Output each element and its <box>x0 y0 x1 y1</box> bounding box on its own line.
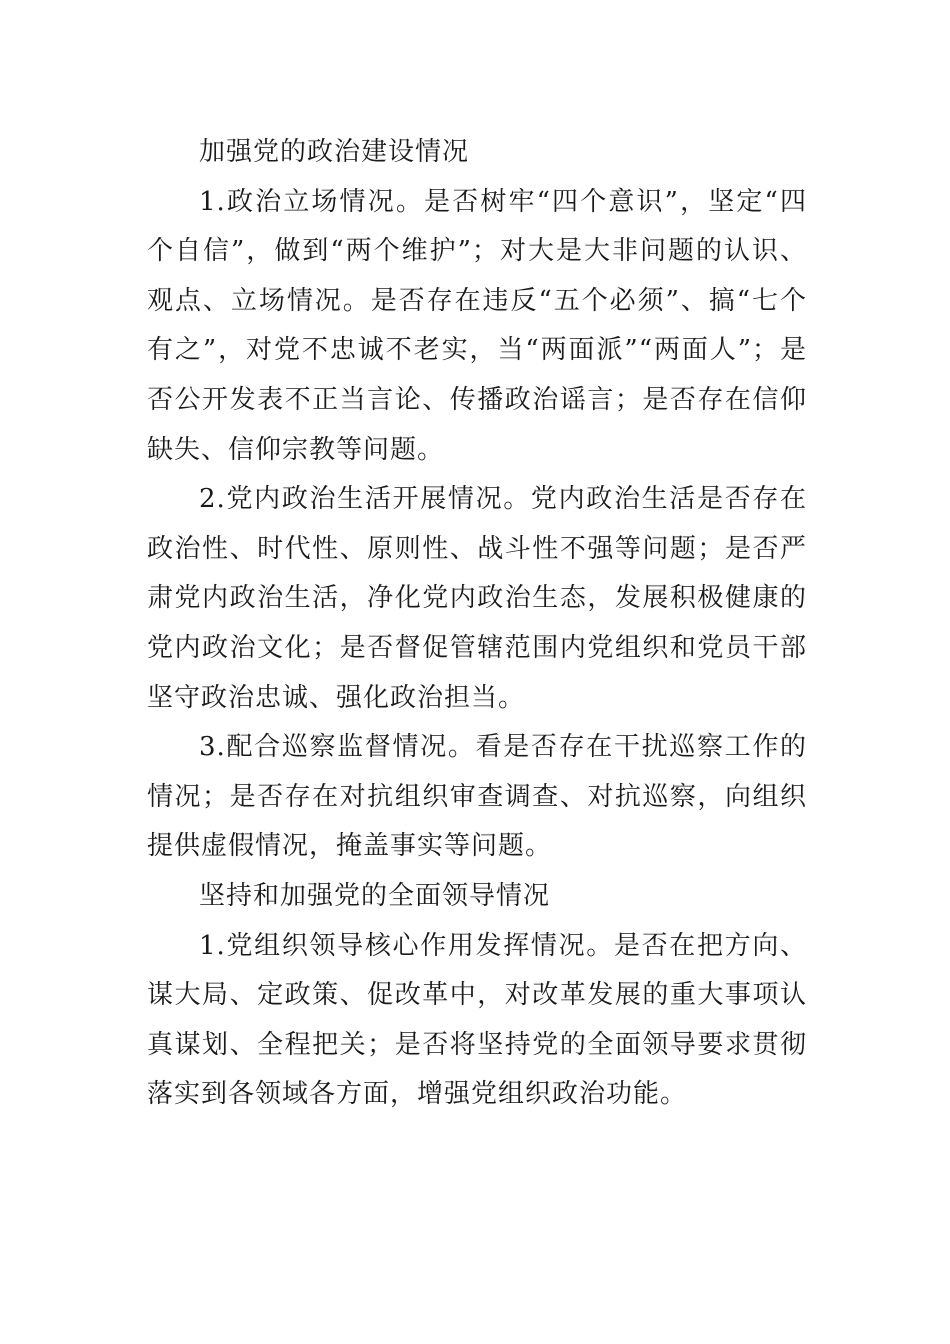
section-heading-political-construction: 加强党的政治建设情况 <box>199 137 470 167</box>
paragraph-inspection-cooperation: 3.配合巡察监督情况。看是否存在干扰巡察工作的情况；是否存在对抗组织审查调查、对抗巡察，向组织提供虚假情况，掩盖事实等问题。 <box>147 732 807 862</box>
paragraph-party-leadership-role: 1.党组织领导核心作用发挥情况。是否在把方向、谋大局、定政策、促改革中，对改革发展的重大事项认真谋划、全程把关；是否将坚持党的全面领导要求贯彻落实到各领域各方面，增强党组织政治功能。 <box>147 930 807 1110</box>
paragraph-political-stance: 1.政治立场情况。是否树牢“四个意识”，坚定“四个自信”，做到“两个维护”；对大是大非问题的认识、观点、立场情况。是否存在违反“五个必须”、搞“七个有之”，对党不忠诚不老实，当“两面派”“两面人”；是否公开发表不正当言论、传播政治谣言；是否存在信仰缺失、信仰宗教等问题。 <box>147 186 807 465</box>
section-heading-comprehensive-leadership: 坚持和加强党的全面领导情况 <box>199 880 551 911</box>
paragraph-party-political-life: 2.党内政治生活开展情况。党内政治生活是否存在政治性、时代性、原则性、战斗性不强等问题；是否严肃党内政治生活，净化党内政治生态，发展积极健康的党内政治文化；是否督促管辖范围内党组织和党员干部坚守政治忠诚、强化政治担当。 <box>147 484 807 713</box>
document-body <box>147 128 807 1120</box>
